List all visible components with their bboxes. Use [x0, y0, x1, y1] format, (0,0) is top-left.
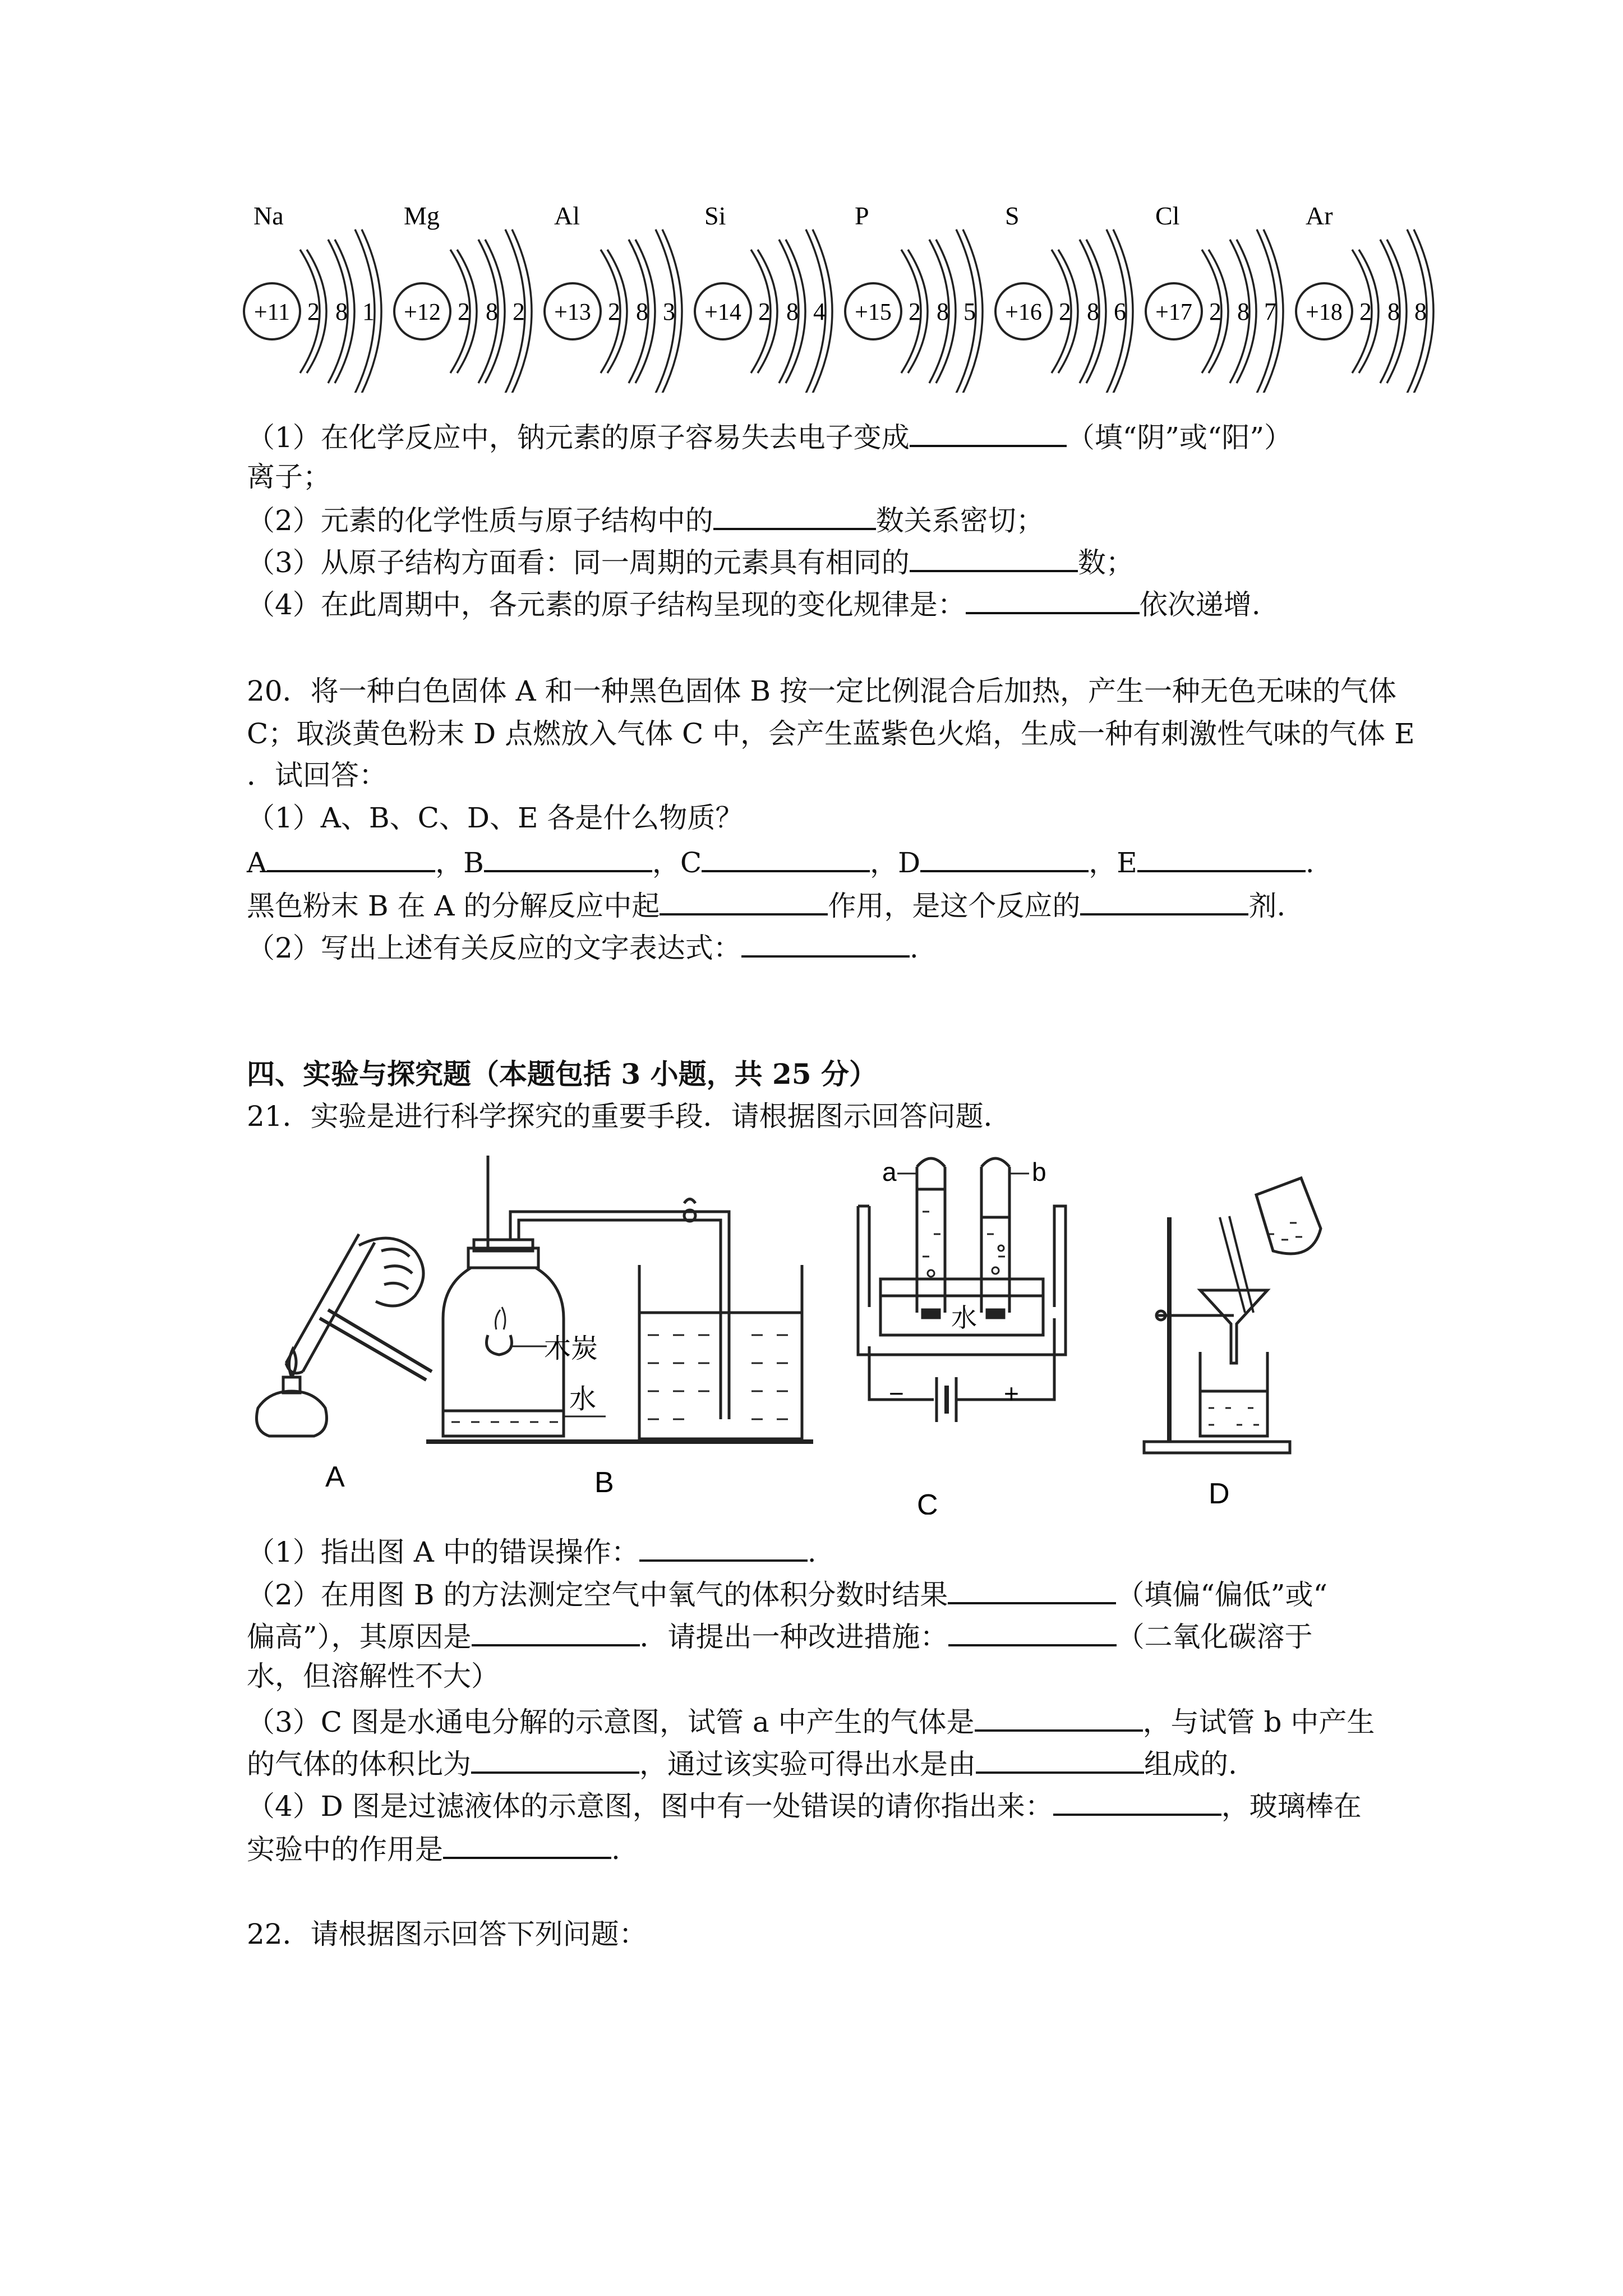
answer-blank-b[interactable]: [484, 843, 652, 872]
nucleus-charge: +13: [554, 300, 591, 325]
atom-s: [995, 201, 1133, 393]
answer-blank[interactable]: [741, 928, 910, 958]
answer-blank[interactable]: [975, 1703, 1143, 1732]
electron-count: 2: [458, 298, 470, 325]
element-symbol: Cl: [1155, 201, 1180, 230]
electron-count: 2: [1209, 298, 1221, 325]
q19-line-2: （2）元素的化学性质与原子结构中的 数关系密切；: [247, 501, 1044, 537]
q20-line-3: ．试回答：: [247, 759, 387, 792]
element-symbol: S: [1005, 201, 1020, 230]
q19-line-1b: 离子；: [247, 461, 331, 493]
electron-count: 2: [608, 298, 620, 325]
q21-intro: 21．实验是进行科学探究的重要手段．请根据图示回答问题．: [247, 1100, 1012, 1133]
fig-label-charcoal: 木炭: [544, 1334, 598, 1364]
q21-line-5: （3）C 图是水通电分解的示意图，试管 a 中产生的气体是 ，与试管 b 中产生: [247, 1703, 1375, 1739]
answer-blank[interactable]: [660, 886, 828, 915]
electron-count: 4: [813, 298, 826, 325]
answer-blank[interactable]: [471, 1745, 639, 1774]
answer-blank[interactable]: [948, 1617, 1117, 1646]
q20-line-1: 20．将一种白色固体 A 和一种黑色固体 B 按一定比例混合后加热，产生一种无色无味的气体: [247, 675, 1397, 707]
element-symbol: Ar: [1306, 201, 1333, 230]
answer-blank-e[interactable]: [1137, 843, 1306, 872]
electron-count: 2: [307, 298, 320, 325]
nucleus-charge: +16: [1005, 300, 1042, 325]
answer-blank-a[interactable]: [267, 843, 435, 872]
nucleus-charge: +12: [404, 300, 441, 325]
answer-blank[interactable]: [639, 1533, 808, 1562]
element-symbol: P: [855, 201, 869, 230]
answer-blank-d[interactable]: [920, 843, 1089, 872]
fig-label-d: D: [1209, 1478, 1230, 1510]
atom-mg: [394, 201, 532, 393]
figure-a: [257, 1234, 432, 1436]
nucleus-charge: +15: [855, 300, 892, 325]
q21-line-3: 偏高”），其原因是 ．请提出一种改进措施： （二氧化碳溶于: [247, 1617, 1313, 1654]
electron-count: 2: [1359, 298, 1372, 325]
electron-count: 8: [1387, 298, 1400, 325]
fig-label-c: C: [917, 1489, 938, 1515]
fig-label-water-c: 水: [951, 1303, 977, 1332]
q21-line-2: （2）在用图 B 的方法测定空气中氧气的体积分数时结果 （填偏“偏低”或“: [247, 1575, 1327, 1612]
answer-blank[interactable]: [713, 501, 876, 530]
electron-count: 8: [335, 298, 348, 325]
q21-line-6: 的气体的体积比为 ，通过该实验可得出水是由 组成的.: [247, 1745, 1237, 1781]
fig-label-minus: −: [889, 1379, 904, 1408]
element-symbol: Si: [704, 201, 726, 230]
q20-line-5: A ，B ，C ，D ，E .: [247, 843, 1315, 880]
q22-intro: 22．请根据图示回答下列问题：: [247, 1918, 647, 1950]
q20-line-6: 黑色粉末 B 在 A 的分解反应中起 作用，是这个反应的 剂.: [247, 886, 1285, 923]
atom-al: [545, 201, 682, 393]
fig-label-tube-b: b: [1032, 1157, 1046, 1186]
nucleus-charge: +18: [1306, 300, 1343, 325]
answer-blank[interactable]: [1053, 1787, 1221, 1816]
atom-ar: [1296, 201, 1433, 393]
electron-count: 8: [1087, 298, 1099, 325]
q20-line-2: C；取淡黄色粉末 D 点燃放入气体 C 中，会产生蓝紫色火焰，生成一种有刺激性气味的气体 E: [247, 717, 1415, 750]
atom-na: [244, 201, 381, 393]
q20-line-7: （2）写出上述有关反应的文字表达式： .: [247, 928, 919, 965]
atom-cl: [1146, 201, 1283, 393]
electron-count: 7: [1264, 298, 1276, 325]
electron-count: 3: [663, 298, 675, 325]
fig-label-b: B: [594, 1466, 614, 1499]
fig-label-tube-a: a: [882, 1157, 897, 1186]
electron-count: 2: [909, 298, 921, 325]
atom-si: [695, 201, 832, 393]
electron-count: 8: [1237, 298, 1249, 325]
electron-count: 8: [937, 298, 949, 325]
nucleus-charge: +14: [704, 300, 741, 325]
electron-count: 8: [486, 298, 498, 325]
electron-count: 2: [513, 298, 525, 325]
answer-blank[interactable]: [910, 418, 1067, 447]
element-symbol: Na: [253, 201, 284, 230]
nucleus-charge: +11: [253, 300, 291, 325]
q19-line-4: （4）在此周期中，各元素的原子结构呈现的变化规律是： 依次递增.: [247, 585, 1261, 622]
electron-count: 2: [758, 298, 771, 325]
q20-line-4: （1）A、B、C、D、E 各是什么物质？: [247, 802, 744, 834]
atomic-structure-diagram: [241, 191, 1458, 393]
electron-count: 2: [1059, 298, 1071, 325]
electron-count: 5: [963, 298, 976, 325]
q21-line-7: （4）D 图是过滤液体的示意图，图中有一处错误的请你指出来： ，玻璃棒在: [247, 1787, 1362, 1823]
electron-count: 8: [636, 298, 648, 325]
electron-count: 1: [362, 298, 375, 325]
answer-blank[interactable]: [472, 1617, 640, 1646]
electron-count: 6: [1114, 298, 1126, 325]
atom-p: [845, 201, 983, 393]
fig-label-plus: +: [1004, 1379, 1019, 1408]
answer-blank[interactable]: [910, 543, 1078, 572]
section-heading: 四、实验与探究题（本题包括 3 小题，共 25 分）: [247, 1057, 877, 1091]
fig-label-a: A: [325, 1461, 345, 1493]
q19-line-1: （1）在化学反应中，钠元素的原子容易失去电子变成 （填“阴”或“阳”）: [247, 418, 1292, 454]
nucleus-charge: +17: [1155, 300, 1192, 325]
element-symbol: Mg: [404, 201, 440, 230]
electron-count: 8: [1414, 298, 1427, 325]
q19-line-3: （3）从原子结构方面看：同一周期的元素具有相同的 数；: [247, 543, 1134, 579]
element-symbol: Al: [554, 201, 580, 230]
answer-blank[interactable]: [1080, 886, 1248, 915]
answer-blank[interactable]: [948, 1575, 1116, 1604]
q21-line-8: 实验中的作用是 .: [247, 1830, 620, 1866]
apparatus-figure: [247, 1150, 1340, 1515]
q21-line-1: （1）指出图 A 中的错误操作： .: [247, 1533, 817, 1569]
answer-blank[interactable]: [966, 585, 1140, 614]
answer-blank[interactable]: [443, 1830, 611, 1859]
figure-d: [1144, 1178, 1321, 1453]
electron-count: 8: [786, 298, 799, 325]
answer-blank-c[interactable]: [702, 843, 870, 872]
answer-blank[interactable]: [976, 1745, 1144, 1774]
fig-label-water-b: 水: [569, 1384, 597, 1414]
figure-b: [426, 1156, 813, 1442]
q21-line-4: 水，但溶解性不大）: [247, 1660, 499, 1692]
